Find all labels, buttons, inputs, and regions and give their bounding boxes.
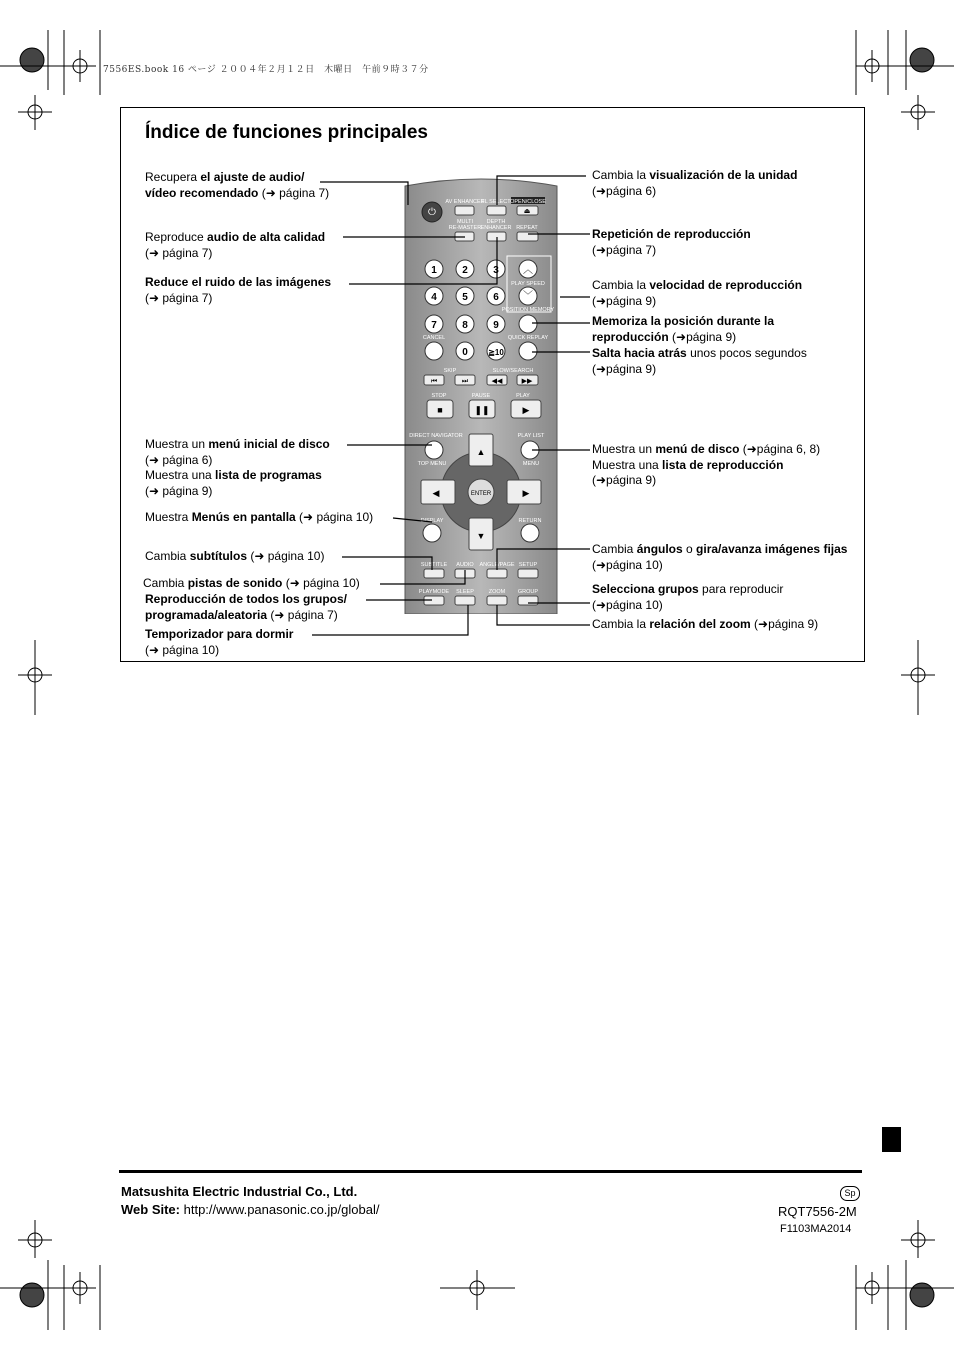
svg-text:ANGLE/PAGE: ANGLE/PAGE [479, 562, 515, 568]
svg-text:ZOOM: ZOOM [488, 589, 506, 595]
svg-text:8: 8 [462, 320, 468, 331]
svg-text:STOP: STOP [431, 393, 447, 399]
svg-text:▲: ▲ [476, 447, 486, 457]
page-title: Índice de funciones principales [145, 122, 428, 143]
svg-text:POSITION MEMORY: POSITION MEMORY [501, 307, 555, 313]
svg-text:▼: ▼ [476, 531, 486, 541]
svg-text:ENHANCER: ENHANCER [480, 225, 512, 231]
svg-text:︿: ︿ [523, 265, 533, 276]
svg-text:▶▶: ▶▶ [521, 378, 533, 385]
svg-text:1: 1 [431, 265, 437, 276]
label-subtitle: Cambia subtítulos (➜ página 10) [145, 549, 325, 563]
label-zoom: Cambia la relación del zoom (➜página 9) [592, 617, 819, 631]
svg-text:AUDIO: AUDIO [456, 562, 474, 568]
page-tab-marker [882, 1127, 901, 1152]
svg-text:DIRECT NAVIGATOR: DIRECT NAVIGATOR [409, 433, 463, 439]
svg-text:CANCEL: CANCEL [422, 335, 446, 341]
svg-text:◀◀: ◀◀ [491, 378, 503, 385]
svg-text:TOP MENU: TOP MENU [417, 461, 447, 467]
web-url[interactable]: http://www.panasonic.co.jp/global/ [180, 1202, 380, 1217]
svg-text:SUBTITLE: SUBTITLE [420, 562, 448, 568]
svg-text:OPEN/CLOSE: OPEN/CLOSE [510, 199, 546, 205]
svg-text:⏻: ⏻ [428, 207, 436, 218]
svg-text:SLOW/SEARCH: SLOW/SEARCH [492, 368, 534, 374]
svg-text:SETUP: SETUP [518, 562, 538, 568]
label-fl-select: Cambia la visualización de la unidad (➜página 6) [592, 168, 798, 198]
svg-text:4: 4 [431, 292, 437, 303]
svg-text:PAUSE: PAUSE [471, 393, 491, 399]
label-playmode: Reproducción de todos los grupos/ programada/aleatoria (➜ página 7) [145, 592, 348, 622]
company-name: Matsushita Electric Industrial Co., Ltd. [121, 1184, 358, 1199]
svg-text:6: 6 [493, 292, 499, 303]
label-play-speed: Cambia la velocidad de reproducción (➜página 9) [592, 278, 803, 308]
svg-text:FL SELECT: FL SELECT [481, 199, 511, 205]
web-site: Web Site: http://www.panasonic.co.jp/global/ [121, 1202, 380, 1217]
label-depth-enhancer: Reduce el ruido de las imágenes (➜ página 7) [145, 275, 332, 305]
svg-text:5: 5 [462, 292, 468, 303]
label-group: Selecciona grupos para reproducir (➜página 10) [592, 582, 784, 612]
svg-text:PLAY LIST: PLAY LIST [517, 433, 545, 439]
svg-text:⏮: ⏮ [430, 378, 438, 385]
svg-text:⏏: ⏏ [523, 208, 531, 215]
svg-text:SLEEP: SLEEP [456, 589, 474, 595]
label-quick-replay: Salta hacia atrás unos pocos segundos (➜página 9) [592, 346, 807, 376]
label-angle-page: Cambia ángulos o gira/avanza imágenes fijas (➜página 10) [592, 542, 848, 572]
language-badge: Sp [840, 1186, 860, 1201]
svg-text:2: 2 [462, 265, 468, 276]
svg-text:PLAY SPEED: PLAY SPEED [511, 281, 545, 287]
svg-text:REPEAT: REPEAT [516, 225, 538, 231]
svg-text:◀: ◀ [432, 488, 440, 498]
svg-text:9: 9 [493, 320, 499, 331]
svg-text:RETURN: RETURN [518, 518, 542, 524]
svg-text:MENU: MENU [522, 461, 540, 467]
label-position-memory: Memoriza la posición durante la reproducción (➜página 9) [592, 314, 775, 344]
svg-text:7: 7 [431, 320, 437, 331]
svg-text:▶: ▶ [522, 405, 530, 415]
print-header: 7556ES.book 16 ページ ２００４年２月１２日 木曜日 午前９時３７分 [103, 65, 429, 75]
svg-text:QUICK REPLAY: QUICK REPLAY [507, 335, 549, 341]
svg-text:3: 3 [493, 265, 499, 276]
svg-text:≧10: ≧10 [488, 348, 504, 357]
svg-text:⏭: ⏭ [461, 378, 469, 385]
document-code: RQT7556-2M [778, 1204, 857, 1219]
label-display: Muestra Menús en pantalla (➜ página 10) [145, 510, 374, 524]
svg-text:ENTER: ENTER [470, 491, 492, 497]
svg-text:DEPTH: DEPTH [486, 219, 506, 225]
footer-rule [119, 1170, 862, 1173]
svg-text:DISPLAY: DISPLAY [420, 518, 444, 524]
svg-text:PLAY: PLAY [516, 393, 530, 399]
label-top-menu: Muestra un menú inicial de disco (➜ página 6) Muestra una lista de programas (➜ página 9) [145, 437, 330, 498]
label-sleep: Temporizador para dormir (➜ página 10) [145, 627, 294, 657]
svg-text:﹀: ﹀ [523, 291, 533, 302]
svg-text:AV ENHANCER: AV ENHANCER [445, 199, 485, 205]
svg-text:■: ■ [437, 405, 443, 415]
print-code: F1103MA2014 [780, 1223, 852, 1235]
label-multi-remaster: Reproduce audio de alta calidad (➜ página 7) [145, 230, 326, 260]
svg-text:0: 0 [462, 347, 468, 358]
svg-text:SKIP: SKIP [443, 368, 457, 374]
label-audio: Cambia pistas de sonido (➜ página 10) [143, 576, 360, 590]
label-repeat: Repetición de reproducción (➜página 7) [592, 227, 751, 257]
svg-text:❚❚: ❚❚ [474, 405, 490, 415]
svg-text:PLAYMODE: PLAYMODE [418, 589, 450, 595]
label-av-enhancer: Recupera el ajuste de audio/ vídeo recomendado (➜ página 7) [145, 170, 330, 200]
svg-text:MULTI: MULTI [456, 219, 474, 225]
svg-text:▶: ▶ [522, 488, 530, 498]
svg-text:RE-MASTER: RE-MASTER [448, 225, 482, 231]
svg-text:GROUP: GROUP [517, 589, 539, 595]
label-menu: Muestra un menú de disco (➜página 6, 8) Muestra una lista de reproducción (➜página 9) [592, 442, 821, 487]
